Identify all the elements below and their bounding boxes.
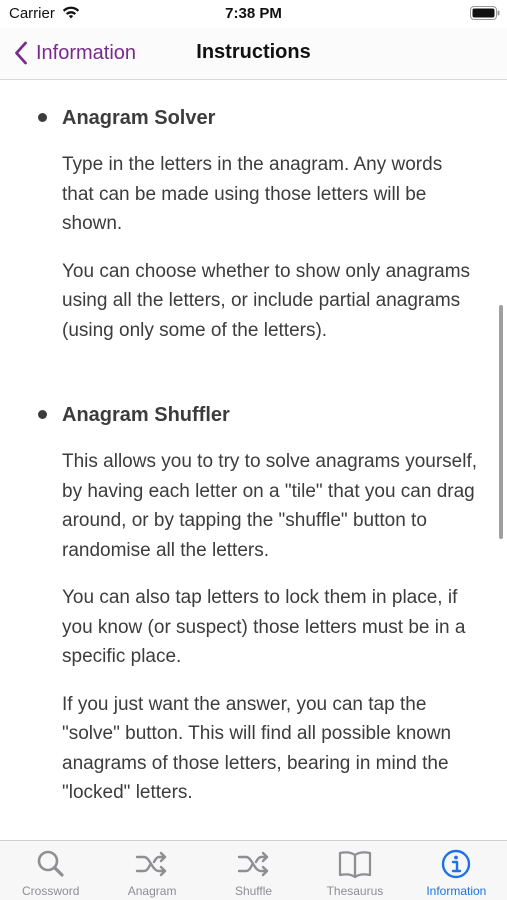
tab-label: Crossword (22, 884, 80, 898)
paragraph: You can choose whether to show only anagrams using all the letters, or include partial anagrams (using only some of the letters). (62, 260, 471, 341)
tab-label: Information (426, 884, 487, 898)
tab-bar (0, 840, 507, 900)
scroll-indicator[interactable] (499, 305, 503, 539)
navigation-bar (0, 28, 507, 80)
bullet-point (38, 410, 47, 419)
paragraph: If you just want the answer, you can tap the "solve" button. This will find all possible known anagrams of those letters, bearing in mind the "locked" letters. (62, 693, 452, 803)
info-icon (438, 848, 474, 880)
search-icon (33, 848, 69, 880)
section-anagram-shuffler (0, 401, 507, 808)
tab-information[interactable] (406, 841, 507, 900)
book-icon (337, 848, 373, 880)
page-title: Instructions (196, 41, 311, 63)
tab-crossword[interactable] (0, 841, 101, 900)
shuffle-icon (236, 848, 272, 880)
tab-anagram[interactable] (101, 841, 202, 900)
bullet-point (38, 113, 47, 122)
section-title: Anagram Shuffler (62, 404, 230, 426)
clock: 7:38 PM (225, 5, 282, 22)
tab-label: Shuffle (234, 884, 273, 898)
tab-shuffle[interactable] (203, 841, 304, 900)
tab-label: Thesaurus (326, 884, 384, 898)
carrier-label: Carrier (9, 5, 55, 22)
paragraph: This allows you to try to solve anagrams yourself, by having each letter on a "tile" that you can drag around, or by tapping the "shuffle" button to randomise all the letters. (62, 451, 478, 561)
battery-icon (470, 6, 500, 20)
tab-thesaurus[interactable] (304, 841, 405, 900)
tab-label: Anagram (127, 884, 177, 898)
paragraph: Type in the letters in the anagram. Any words that can be made using those letters will be shown. (62, 154, 443, 234)
shuffle-icon (134, 848, 170, 880)
section-title: Anagram Solver (62, 107, 216, 129)
paragraph: You can also tap letters to lock them in place, if you know (or suspect) those letters must be in a specific place. (62, 587, 466, 667)
back-button-label: Information (36, 41, 137, 64)
status-bar (0, 0, 507, 28)
section-anagram-solver (0, 104, 507, 345)
instructions-content[interactable] (0, 81, 507, 840)
